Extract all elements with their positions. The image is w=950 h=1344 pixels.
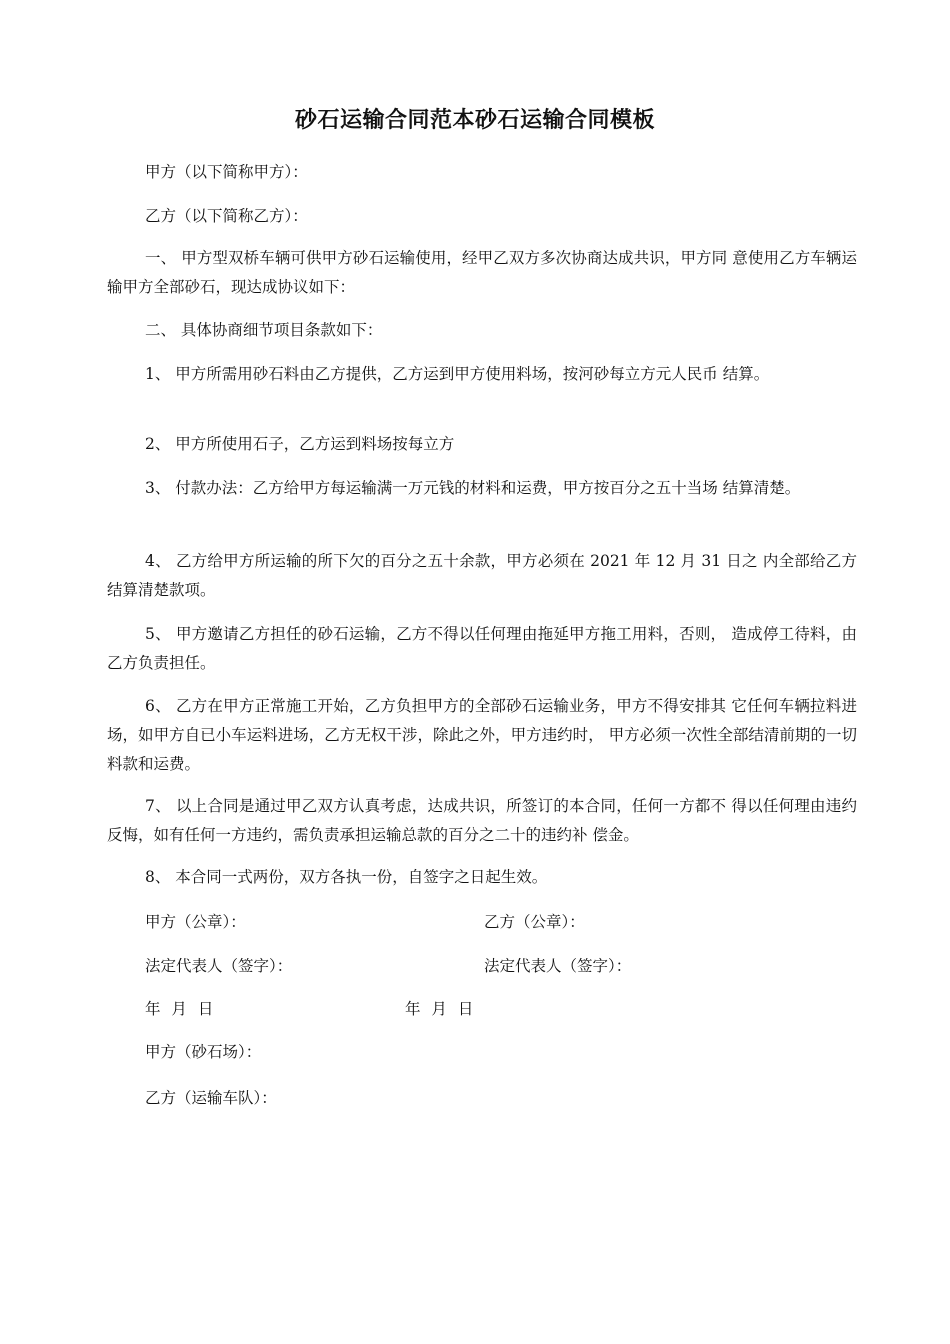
clause-two: 二、 具体协商细节项目条款如下： xyxy=(145,321,383,339)
party-a-representative: 法定代表人（签字）： xyxy=(145,957,293,975)
party-b-date: 年 月 日 xyxy=(405,1000,474,1018)
party-a-seal: 甲方（公章）： xyxy=(145,913,246,931)
clause-one: 一、 甲方型双桥车辆可供甲方砂石运输使用，经甲乙双方多次协商达成共识，甲方同 意使用乙方车辆运输甲方全部砂石，现达成协议如下： xyxy=(107,249,857,296)
clause-item-3: 3、 付款办法：乙方给甲方每运输满一万元钱的材料和运费，甲方按百分之五十当场 结算清楚。 xyxy=(145,479,801,497)
clause-item-1: 1、 甲方所需用砂石料由乙方提供，乙方运到甲方使用料场，按河砂每立方元人民币 结算。 xyxy=(145,365,770,383)
clause-item-8: 8、 本合同一式两份，双方各执一份，自签字之日起生效。 xyxy=(145,868,548,886)
clause-item-5: 5、 甲方邀请乙方担任的砂石运输，乙方不得以任何理由拖延甲方拖工用料，否则， 造成停工待料，由乙方负责担任。 xyxy=(107,625,857,672)
party-b-fleet: 乙方（运输车队）： xyxy=(145,1089,277,1107)
document-title: 砂石运输合同范本砂石运输合同模板 xyxy=(294,108,655,133)
party-b-intro: 乙方（以下简称乙方）： xyxy=(145,207,308,225)
clause-item-4: 4、 乙方给甲方所运输的所下欠的百分之五十余款，甲方必须在 2021 年 12 月 31 日之 内全部给乙方结算清楚款项。 xyxy=(107,552,857,599)
clause-item-2: 2、 甲方所使用石子，乙方运到料场按每立方 xyxy=(145,435,455,453)
clause-item-6: 6、 乙方在甲方正常施工开始，乙方负担甲方的全部砂石运输业务，甲方不得安排其 它任何车辆拉料进场，如甲方自已小车运料进场，乙方无权干涉，除此之外，甲方违约时， 甲方必须一次性全部结清前期的一切料款和运费。 xyxy=(107,697,857,773)
party-b-representative: 法定代表人（签字）： xyxy=(484,957,632,975)
party-b-seal: 乙方（公章）： xyxy=(484,913,585,931)
clause-item-7: 7、 以上合同是通过甲乙双方认真考虑，达成共识，所签订的本合同，任何一方都不 得以任何理由违约反悔，如有任何一方违约，需负责承担运输总款的百分之二十的违约补 偿金。 xyxy=(107,797,857,844)
party-a-intro: 甲方（以下简称甲方）： xyxy=(145,163,308,181)
party-a-date: 年 月 日 xyxy=(145,1000,214,1018)
party-a-quarry: 甲方（砂石场）： xyxy=(145,1043,262,1061)
